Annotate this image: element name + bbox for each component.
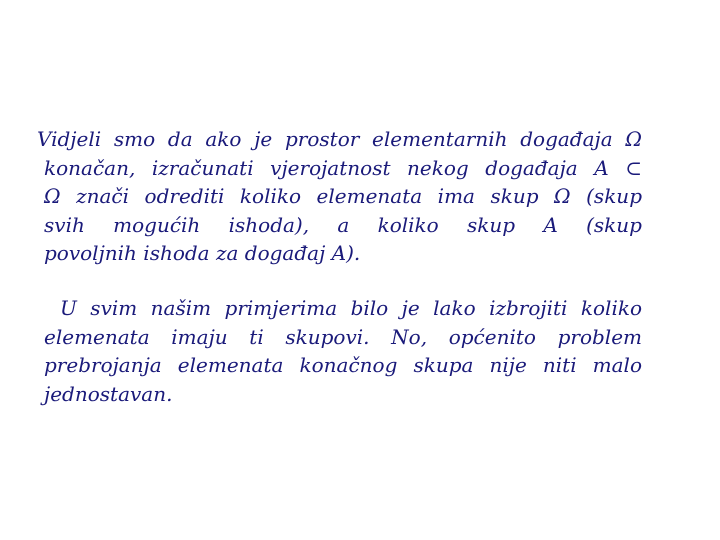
text-line: Ω znači odrediti koliko elemenata ima skup Ω (skup xyxy=(44,184,642,209)
text-line: prebrojanja elemenata konačnog skupa nije niti malo xyxy=(44,353,642,378)
text-line: konačan, izračunati vjerojatnost nekog događaja A ⊂ xyxy=(44,155,642,180)
text-line: elemenata imaju ti skupovi. No, općenito problem xyxy=(44,324,642,349)
text-line: povoljnih ishoda za događaj A). xyxy=(44,241,361,266)
text-line: jednostavan. xyxy=(44,381,173,406)
paragraph-1 xyxy=(37,125,642,268)
text-line: Vidjeli smo da ako je prostor elementarnih događaja Ω xyxy=(37,127,642,151)
text-line: U svim našim primjerima bilo je lako izbrojiti koliko xyxy=(60,296,642,320)
text-line: svih mogućih ishoda), a koliko skup A (skup xyxy=(44,212,642,237)
paragraph-2 xyxy=(44,294,642,408)
